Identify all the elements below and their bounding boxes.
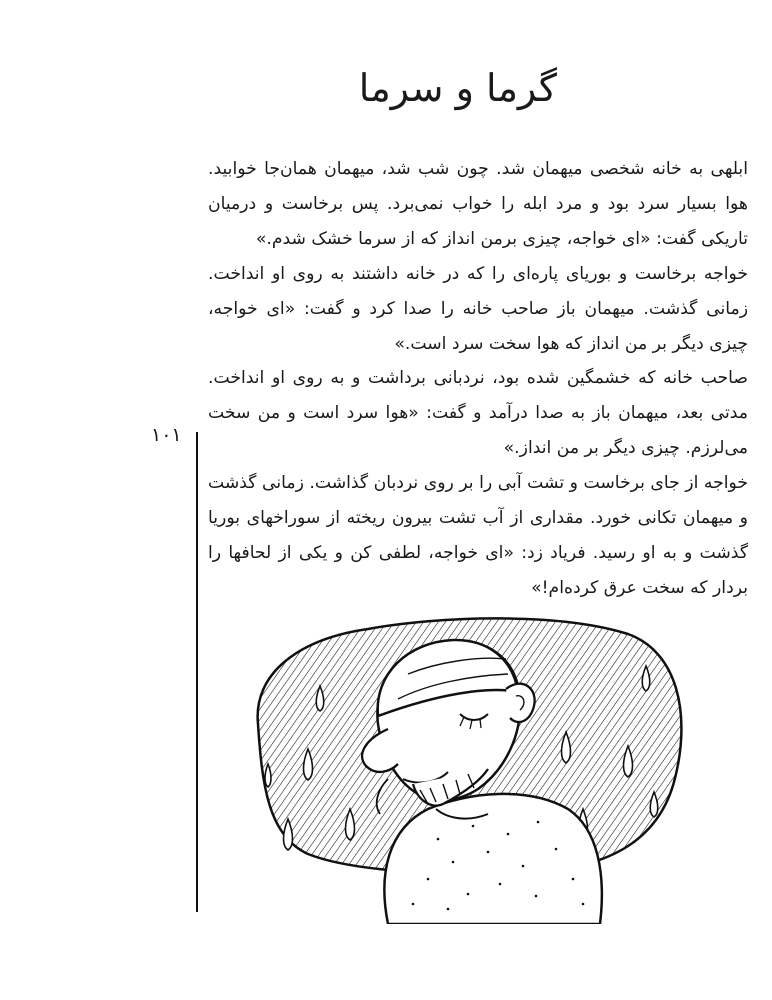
sleeping-man-illustration (238, 604, 693, 924)
paragraph-1: ابلهی به خانه شخصی میهمان شد. چون شب شد، میهمان همان‌جا خوابید. هوا بسیار سرد بود و مرد ابله را خواب نمی‌برد. پس برخاست و درمیان تاریکی گفت: «ای خواجه، چیزی برمن انداز که از سرما خشک شدم.» (208, 159, 748, 249)
page-number: ۱۰۱ (151, 424, 182, 446)
paragraph-3: صاحب خانه که خشمگین شده بود، نردبانی برداشت و به روی او انداخت. مدتی بعد، میهمان باز به صدا درآمد و گفت: «هوا سرد است و من سخت می‌لرزم. چیزی دیگر بر من انداز.» (208, 368, 748, 459)
margin-rule (196, 432, 198, 912)
story-title: گرما و سرما (358, 66, 557, 110)
paragraph-2: خواجه برخاست و بوریای پاره‌ای را که در خانه داشتند به روی او انداخت. زمانی گذشت. میهمان باز صاحب خانه را صدا کرد و گفت: «ای خواجه، چیزی دیگر بر من انداز که هوا سخت سرد است.» (208, 263, 748, 354)
paragraph-4: خواجه از جای برخاست و تشت آبی را بر روی نردبان گذاشت. زمانی گذشت و میهمان تکانی خورد. مقداری از آب تشت بیرون ریخته از سوراخهای بوریا گذشت و به او رسید. فریاد زد: «ای خواجه، لطفی کن و یکی از لحافها را بردار که سخت عرق کرده‌ام!» (208, 473, 748, 598)
story-body (208, 152, 748, 606)
